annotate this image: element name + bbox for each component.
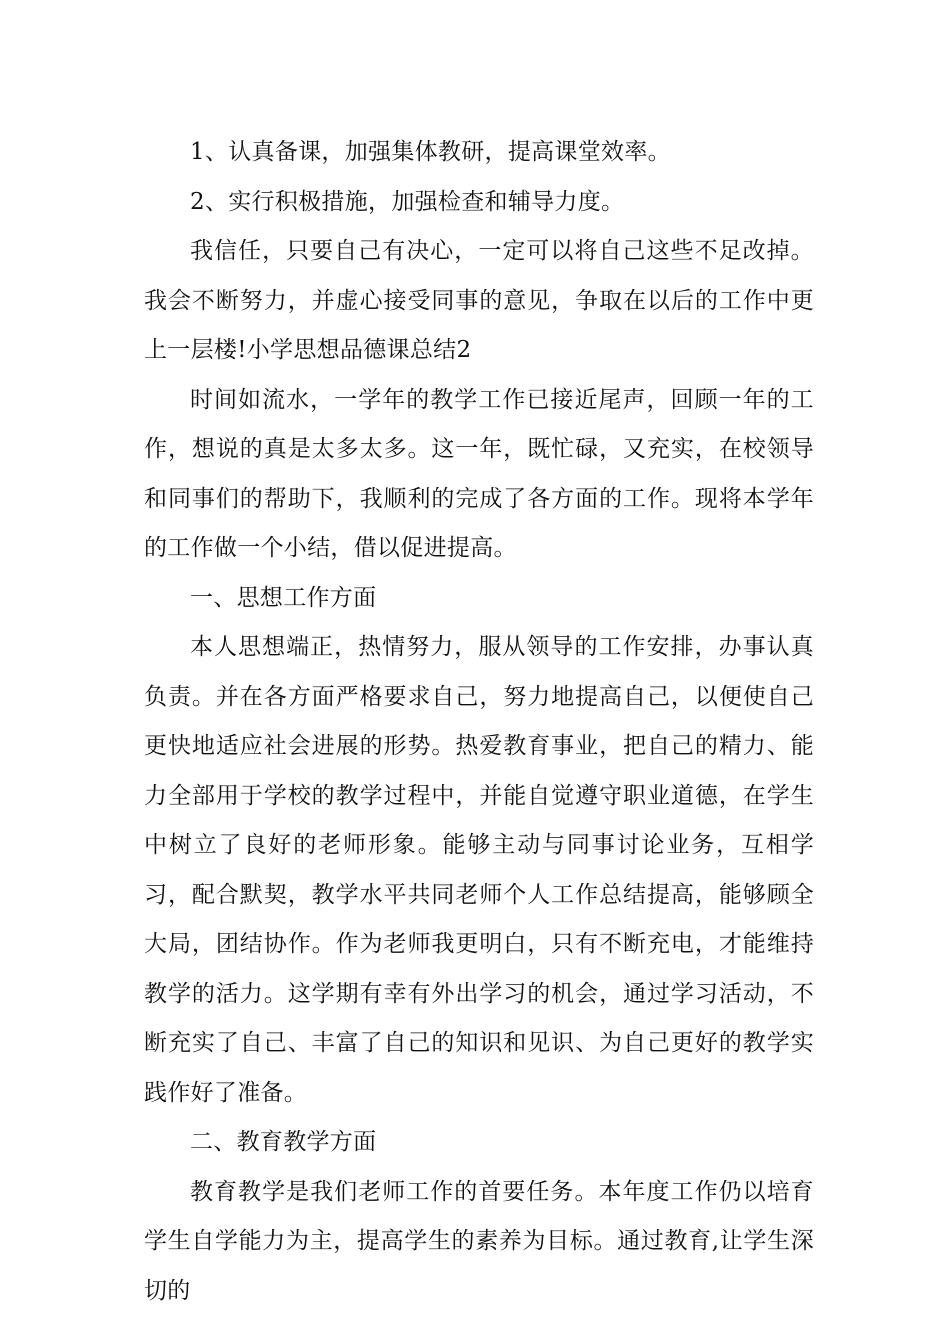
section-heading-teaching: 二、教育教学方面	[190, 1129, 377, 1155]
paragraph-teaching: 教育教学是我们老师工作的首要任务。本年度工作仍以培育学生自学能力为主，提高学生的素养为目标。通过教育,让学生深切的	[144, 1178, 814, 1304]
paragraph-ideology: 本人思想端正，热情努力，服从领导的工作安排，办事认真负责。并在各方面严格要求自己，努力地提高自己，以便使自己更快地适应社会进展的形势。热爱教育事业，把自己的精力、能力全部用于学校的教学过程中，并能自觉遵守职业道德，在学生中树立了良好的老师形象。能够主动与同事讨论业务，互相学习，配合默契，教学水平共同老师个人工作总结提高，能够顾全大局，团结协作。作为老师我更明白，只有不断充电，才能维持教学的活力。这学期有幸有外出学习的机会，通过学习活动，不断充实了自己、丰富了自己的知识和见识、为自己更好的教学实践作好了准备。	[144, 634, 814, 1106]
section-heading-ideology: 一、思想工作方面	[190, 584, 377, 611]
paragraph-item-2: 2、实行积极措施，加强检查和辅导力度。	[190, 188, 625, 215]
paragraph-year-review: 时间如流水，一学年的教学工作已接近尾声，回顾一年的工作，想说的真是太多太多。这一年，既忙碌，又充实，在校领导和同事们的帮助下，我顺利的完成了各方面的工作。现将本学年的工作做一个小结，借以促进提高。	[144, 386, 814, 561]
document-body	[144, 128, 814, 1316]
paragraph-belief: 我信任，只要自己有决心，一定可以将自己这些不足改掉。我会不断努力，并虚心接受同事的意见，争取在以后的工作中更上一层楼!小学思想品德课总结2	[144, 238, 814, 363]
paragraph-item-1: 1、认真备课，加强集体教研，提高课堂效率。	[190, 139, 671, 165]
